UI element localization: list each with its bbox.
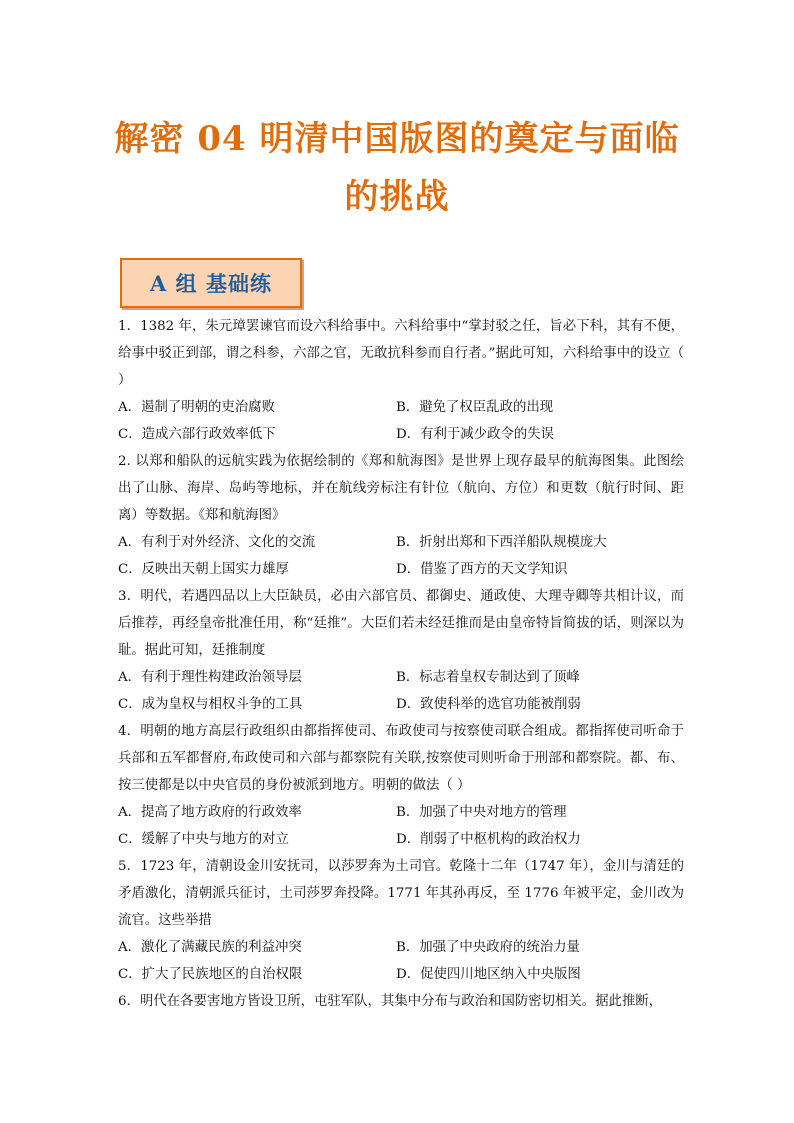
option-c[interactable]: C．反映出天朝上国实力雄厚 (118, 562, 289, 577)
question-2 (118, 448, 684, 583)
option-a[interactable]: A．有利于对外经济、文化的交流 (118, 535, 316, 550)
section-heading (120, 258, 302, 308)
option-row (118, 799, 684, 826)
option-row (118, 529, 684, 556)
option-d[interactable]: D．削弱了中枢机构的政治权力 (396, 832, 581, 847)
question-list (118, 313, 684, 1015)
option-b[interactable]: B．加强了中央政府的统治力量 (396, 940, 580, 955)
question-5 (118, 853, 684, 988)
option-c[interactable]: C．成为皇权与相权斗争的工具 (118, 697, 303, 712)
option-d[interactable]: D．促使四川地区纳入中央版图 (396, 967, 581, 982)
question-stem: 5．1723 年，清朝设金川安抚司，以莎罗奔为土司官。乾隆十二年（1747 年），金川与清廷的矛盾激化，清朝派兵征讨，土司莎罗奔投降。1771 年其孙再反，至 1776 年被平定，金川改为流官。这些举措 (118, 859, 684, 928)
option-b[interactable]: B．加强了中央对地方的管理 (396, 805, 567, 820)
section-heading-label: A 组 基础练 (150, 271, 272, 296)
option-a[interactable]: A．遏制了明朝的吏治腐败 (118, 400, 275, 415)
option-row (118, 691, 684, 718)
question-stem: 3．明代，若遇四品以上大臣缺员，必由六部官员、都御史、通政使、大理寺卿等共相计议，而后推荐，再经皇帝批准任用，称“廷推”。大臣们若未经廷推而是由皇帝特旨简拔的话，则深以为耻。据此可知，廷推制度 (118, 589, 684, 658)
page-title-line-2: 的挑战 (344, 177, 450, 217)
option-d[interactable]: D．借鉴了西方的天文学知识 (396, 562, 568, 577)
option-c[interactable]: C．造成六部行政效率低下 (118, 427, 276, 442)
question-stem: 2. 以郑和船队的远航实践为依据绘制的《郑和航海图》是世界上现存最早的航海图集。此图绘出了山脉、海岸、岛屿等地标，并在航线旁标注有针位（航向、方位）和更数（航行时间、距离）等数据。《郑和航海图》 (118, 454, 684, 523)
option-b[interactable]: B．避免了权臣乱政的出现 (396, 400, 554, 415)
option-row (118, 934, 684, 961)
option-b[interactable]: B．标志着皇权专制达到了顶峰 (396, 670, 580, 685)
option-a[interactable]: A．提高了地方政府的行政效率 (118, 805, 302, 820)
page-title (80, 110, 714, 226)
question-6 (118, 988, 684, 1015)
option-d[interactable]: D．致使科举的选官功能被削弱 (396, 697, 581, 712)
option-a[interactable]: A．有利于理性构建政治领导层 (118, 670, 302, 685)
question-stem: 1．1382 年，朱元璋罢谏官而设六科给事中。六科给事中“掌封驳之任，旨必下科，其有不便，给事中驳正到部，谓之科参，六部之官，无敢抗科参而自行者。”据此可知，六科给事中的设立（ ） (118, 319, 684, 388)
option-row (118, 826, 684, 853)
question-4 (118, 718, 684, 853)
option-b[interactable]: B．折射出郑和下西洋船队规模庞大 (396, 535, 607, 550)
option-a[interactable]: A．激化了满藏民族的利益冲突 (118, 940, 302, 955)
question-stem: 4．明朝的地方高层行政组织由都指挥使司、布政使司与按察使司联合组成。都指挥使司听命于兵部和五军都督府,布政使司和六部与都察院有关联,按察使司则听命于刑部和都察院。都、布、按三使都是以中央官员的身份被派到地方。明朝的做法（ ） (118, 724, 684, 793)
option-c[interactable]: C．扩大了民族地区的自治权限 (118, 967, 303, 982)
option-row (118, 421, 684, 448)
question-3 (118, 583, 684, 718)
option-row (118, 394, 684, 421)
option-c[interactable]: C．缓解了中央与地方的对立 (118, 832, 289, 847)
option-row (118, 664, 684, 691)
option-row (118, 556, 684, 583)
question-1 (118, 313, 684, 448)
option-d[interactable]: D．有利于减少政令的失误 (396, 427, 555, 442)
option-row (118, 961, 684, 988)
question-stem: 6．明代在各要害地方皆设卫所，屯驻军队，其集中分布与政治和国防密切相关。据此推断， (118, 994, 663, 1009)
page-title-line-1: 解密 04 明清中国版图的奠定与面临 (114, 119, 680, 159)
